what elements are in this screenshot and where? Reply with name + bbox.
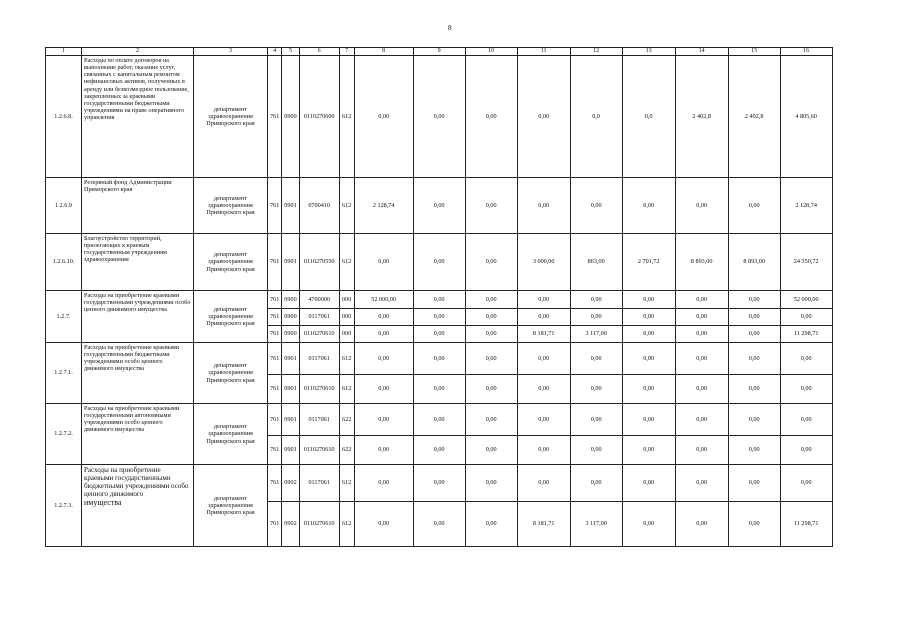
year-2016: 0,00 xyxy=(517,436,570,465)
header-cell: 8 xyxy=(354,48,413,56)
year-2016: 8 181,71 xyxy=(517,326,570,343)
section: 0901 xyxy=(282,343,299,375)
header-cell: 2 xyxy=(82,48,194,56)
year-2016: 0,00 xyxy=(517,309,570,326)
unit-code: 761 xyxy=(268,326,282,343)
item-name-tail: имущества xyxy=(84,498,122,508)
total: 4 805,60 xyxy=(780,56,832,178)
total: 0,00 xyxy=(780,436,832,465)
year-2017: 0,0 xyxy=(570,56,622,178)
table-row xyxy=(46,343,833,375)
target-code: 0117061 xyxy=(299,343,339,375)
year-2015: 0,00 xyxy=(465,343,517,375)
item-name xyxy=(82,291,194,343)
year-2019: 0,00 xyxy=(675,343,728,375)
expense-type: 612 xyxy=(339,178,354,234)
header-row xyxy=(46,48,833,56)
unit-code: 761 xyxy=(268,291,282,309)
header-cell: 7 xyxy=(339,48,354,56)
total: 11 298,71 xyxy=(780,326,832,343)
year-2013: 0,00 xyxy=(354,502,413,547)
year-2015: 0,00 xyxy=(465,234,517,291)
year-2015: 0,00 xyxy=(465,326,517,343)
item-name xyxy=(82,56,194,178)
header-cell: 3 xyxy=(194,48,268,56)
year-2015: 0,00 xyxy=(465,375,517,404)
year-2018: 0,00 xyxy=(622,343,675,375)
year-2018: 0,00 xyxy=(622,375,675,404)
header-cell: 1 xyxy=(46,48,82,56)
item-name xyxy=(82,178,194,234)
section: 0901 xyxy=(282,436,299,465)
target-code: 4700000 xyxy=(299,291,339,309)
year-2014: 0,00 xyxy=(413,234,465,291)
year-2020: 0,00 xyxy=(728,375,780,404)
unit-code: 761 xyxy=(268,404,282,436)
year-2018: 0,00 xyxy=(622,465,675,502)
year-2017: 3 117,00 xyxy=(570,326,622,343)
year-2017: 863,00 xyxy=(570,234,622,291)
table-row xyxy=(46,465,833,502)
header-cell: 14 xyxy=(675,48,728,56)
year-2018: 0,0 xyxy=(622,56,675,178)
year-2018: 0,00 xyxy=(622,436,675,465)
year-2013: 0,00 xyxy=(354,234,413,291)
year-2013: 0,00 xyxy=(354,465,413,502)
section: 0901 xyxy=(282,375,299,404)
year-2013: 0,00 xyxy=(354,309,413,326)
year-2018: 0,00 xyxy=(622,291,675,309)
responsible-org: департамент здравоохранения Приморского края xyxy=(194,56,268,178)
year-2013: 0,00 xyxy=(354,56,413,178)
item-name-text: Расходы на приобретение краевыми государственными бюджетными учреждениями особо ценного движимого имущества xyxy=(84,344,180,373)
year-2014: 0,00 xyxy=(413,178,465,234)
year-2019: 0,00 xyxy=(675,291,728,309)
item-name xyxy=(82,234,194,291)
target-code: 0117061 xyxy=(299,465,339,502)
table-row xyxy=(46,234,833,291)
year-2015: 0,00 xyxy=(465,178,517,234)
year-2020: 0,00 xyxy=(728,436,780,465)
total: 0,00 xyxy=(780,404,832,436)
year-2014: 0,00 xyxy=(413,465,465,502)
year-2017: 0,00 xyxy=(570,178,622,234)
expense-type: 612 xyxy=(339,465,354,502)
year-2016: 0,00 xyxy=(517,178,570,234)
item-number: 1.2.7. xyxy=(46,291,82,343)
section: 0901 xyxy=(282,234,299,291)
year-2018: 0,00 xyxy=(622,404,675,436)
year-2017: 0,00 xyxy=(570,375,622,404)
year-2016: 0,00 xyxy=(517,56,570,178)
year-2016: 0,00 xyxy=(517,291,570,309)
year-2019: 8 893,00 xyxy=(675,234,728,291)
year-2017: 0,00 xyxy=(570,436,622,465)
year-2014: 0,00 xyxy=(413,309,465,326)
year-2019: 0,00 xyxy=(675,326,728,343)
expense-type: 000 xyxy=(339,291,354,309)
item-name-text: Расходы по оплате договоров на выполнение работ, оказание услуг, связанных с капитальным ремонтом нефинансовых активов, полученных в аренду или безвозмездное пользование, закрепленных за краевыми государственными бюджетными учреждениями на праве оперативного управления xyxy=(84,57,189,121)
year-2017: 0,00 xyxy=(570,465,622,502)
year-2019: 0,00 xyxy=(675,404,728,436)
item-number: 1.2.6.9 xyxy=(46,178,82,234)
expense-type: 612 xyxy=(339,56,354,178)
header-cell: 13 xyxy=(622,48,675,56)
section: 0900 xyxy=(282,326,299,343)
unit-code: 761 xyxy=(268,178,282,234)
expense-type: 612 xyxy=(339,343,354,375)
year-2018: 0,00 xyxy=(622,326,675,343)
item-number: 1.2.6.10. xyxy=(46,234,82,291)
item-name-text: Расходы на приобретение краевыми государственными автономными учреждениями особо ценного движимого имущества xyxy=(84,405,180,434)
year-2020: 0,00 xyxy=(728,465,780,502)
year-2015: 0,00 xyxy=(465,56,517,178)
year-2016: 0,00 xyxy=(517,343,570,375)
year-2019: 0,00 xyxy=(675,309,728,326)
budget-table xyxy=(45,47,833,547)
year-2014: 0,00 xyxy=(413,436,465,465)
unit-code: 761 xyxy=(268,436,282,465)
table-row xyxy=(46,56,833,178)
item-number: 1.2.7.3. xyxy=(46,465,82,547)
year-2017: 0,00 xyxy=(570,291,622,309)
year-2013: 0,00 xyxy=(354,404,413,436)
year-2015: 0,00 xyxy=(465,309,517,326)
year-2016: 0,00 xyxy=(517,404,570,436)
year-2014: 0,00 xyxy=(413,404,465,436)
year-2013: 0,00 xyxy=(354,375,413,404)
year-2018: 0,00 xyxy=(622,178,675,234)
page-number: 8 xyxy=(448,24,452,32)
year-2018: 0,00 xyxy=(622,309,675,326)
total: 0,00 xyxy=(780,343,832,375)
year-2019: 0,00 xyxy=(675,178,728,234)
item-name xyxy=(82,404,194,465)
year-2016: 3 000,00 xyxy=(517,234,570,291)
target-code: 0117061 xyxy=(299,404,339,436)
year-2015: 0,00 xyxy=(465,436,517,465)
year-2020: 0,00 xyxy=(728,404,780,436)
responsible-org: департамент здравоохранения Приморского края xyxy=(194,343,268,404)
total: 0,00 xyxy=(780,309,832,326)
year-2016: 0,00 xyxy=(517,465,570,502)
expense-type: 612 xyxy=(339,375,354,404)
year-2017: 0,00 xyxy=(570,343,622,375)
header-cell: 9 xyxy=(413,48,465,56)
item-number: 1.2.7.2. xyxy=(46,404,82,465)
year-2014: 0,00 xyxy=(413,291,465,309)
header-cell: 11 xyxy=(517,48,570,56)
section: 0901 xyxy=(282,404,299,436)
unit-code: 761 xyxy=(268,56,282,178)
year-2018: 2 701,72 xyxy=(622,234,675,291)
unit-code: 761 xyxy=(268,343,282,375)
total: 2 128,74 xyxy=(780,178,832,234)
year-2014: 0,00 xyxy=(413,343,465,375)
item-number: 1.2.6.8. xyxy=(46,56,82,178)
item-name xyxy=(82,465,194,547)
responsible-org: департамент здравоохранения Приморского края xyxy=(194,404,268,465)
year-2019: 0,00 xyxy=(675,502,728,547)
unit-code: 761 xyxy=(268,465,282,502)
year-2013: 0,00 xyxy=(354,343,413,375)
expense-type: 612 xyxy=(339,502,354,547)
expense-type: 000 xyxy=(339,326,354,343)
year-2015: 0,00 xyxy=(465,291,517,309)
year-2019: 2 402,8 xyxy=(675,56,728,178)
section: 0902 xyxy=(282,502,299,547)
section: 0900 xyxy=(282,309,299,326)
item-name xyxy=(82,343,194,404)
total: 11 298,71 xyxy=(780,502,832,547)
year-2020: 0,00 xyxy=(728,291,780,309)
year-2020: 0,00 xyxy=(728,502,780,547)
responsible-org: департамент здравоохранения Приморского края xyxy=(194,291,268,343)
year-2013: 2 128,74 xyxy=(354,178,413,234)
header-cell: 5 xyxy=(282,48,299,56)
year-2017: 0,00 xyxy=(570,404,622,436)
target-code: 0700410 xyxy=(299,178,339,234)
year-2017: 0,00 xyxy=(570,309,622,326)
header-cell: 16 xyxy=(780,48,832,56)
item-name-text: Резервный фонд Администрации Приморского края xyxy=(84,179,172,194)
expense-type: 612 xyxy=(339,234,354,291)
target-code: 0110270600 xyxy=(299,56,339,178)
total: 0,00 xyxy=(780,375,832,404)
year-2020: 0,00 xyxy=(728,309,780,326)
item-name-text: Расходы на приобретение краевыми государственными бюджетными учреждениями особо ценного движимого xyxy=(84,466,189,499)
header-cell: 12 xyxy=(570,48,622,56)
target-code: 0110270550 xyxy=(299,234,339,291)
target-code: 0110270610 xyxy=(299,436,339,465)
responsible-org: департамент здравоохранения Приморского края xyxy=(194,178,268,234)
unit-code: 761 xyxy=(268,502,282,547)
year-2019: 0,00 xyxy=(675,375,728,404)
unit-code: 761 xyxy=(268,375,282,404)
table-row xyxy=(46,178,833,234)
target-code: 0110270610 xyxy=(299,375,339,404)
year-2020: 8 893,00 xyxy=(728,234,780,291)
year-2016: 8 181,71 xyxy=(517,502,570,547)
header-cell: 15 xyxy=(728,48,780,56)
year-2017: 3 117,00 xyxy=(570,502,622,547)
target-code: 0117061 xyxy=(299,309,339,326)
year-2014: 0,00 xyxy=(413,375,465,404)
year-2015: 0,00 xyxy=(465,404,517,436)
total: 0,00 xyxy=(780,465,832,502)
year-2015: 0,00 xyxy=(465,502,517,547)
year-2016: 0,00 xyxy=(517,375,570,404)
year-2014: 0,00 xyxy=(413,502,465,547)
section: 0902 xyxy=(282,465,299,502)
year-2014: 0,00 xyxy=(413,326,465,343)
year-2018: 0,00 xyxy=(622,502,675,547)
unit-code: 761 xyxy=(268,309,282,326)
table-row xyxy=(46,291,833,309)
expense-type: 000 xyxy=(339,309,354,326)
responsible-org: департамент здравоохранения Приморского края xyxy=(194,465,268,547)
header-cell: 10 xyxy=(465,48,517,56)
year-2013: 52 000,00 xyxy=(354,291,413,309)
year-2020: 2 402,8 xyxy=(728,56,780,178)
target-code: 0110270610 xyxy=(299,502,339,547)
item-name-text: Расходы на приобретение краевыми государственными учреждениями особо ценного движимого имущества xyxy=(84,292,191,314)
year-2020: 0,00 xyxy=(728,178,780,234)
year-2020: 0,00 xyxy=(728,343,780,375)
expense-type: 622 xyxy=(339,404,354,436)
header-cell: 4 xyxy=(268,48,282,56)
item-number: 1.2.7.1. xyxy=(46,343,82,404)
year-2013: 0,00 xyxy=(354,436,413,465)
year-2019: 0,00 xyxy=(675,436,728,465)
unit-code: 761 xyxy=(268,234,282,291)
year-2019: 0,00 xyxy=(675,465,728,502)
header-cell: 6 xyxy=(299,48,339,56)
total: 52 000,00 xyxy=(780,291,832,309)
total: 24 350,72 xyxy=(780,234,832,291)
target-code: 0110270610 xyxy=(299,326,339,343)
table-row xyxy=(46,404,833,436)
year-2020: 0,00 xyxy=(728,326,780,343)
year-2015: 0,00 xyxy=(465,465,517,502)
responsible-org: департамент здравоохранения Приморского края xyxy=(194,234,268,291)
section: 0900 xyxy=(282,291,299,309)
item-name-text: Благоустройство территорий, прилегающих к краевым государственным учреждениям здравоохранения xyxy=(84,235,167,264)
year-2013: 0,00 xyxy=(354,326,413,343)
section: 0901 xyxy=(282,178,299,234)
section: 0909 xyxy=(282,56,299,178)
expense-type: 622 xyxy=(339,436,354,465)
year-2014: 0,00 xyxy=(413,56,465,178)
